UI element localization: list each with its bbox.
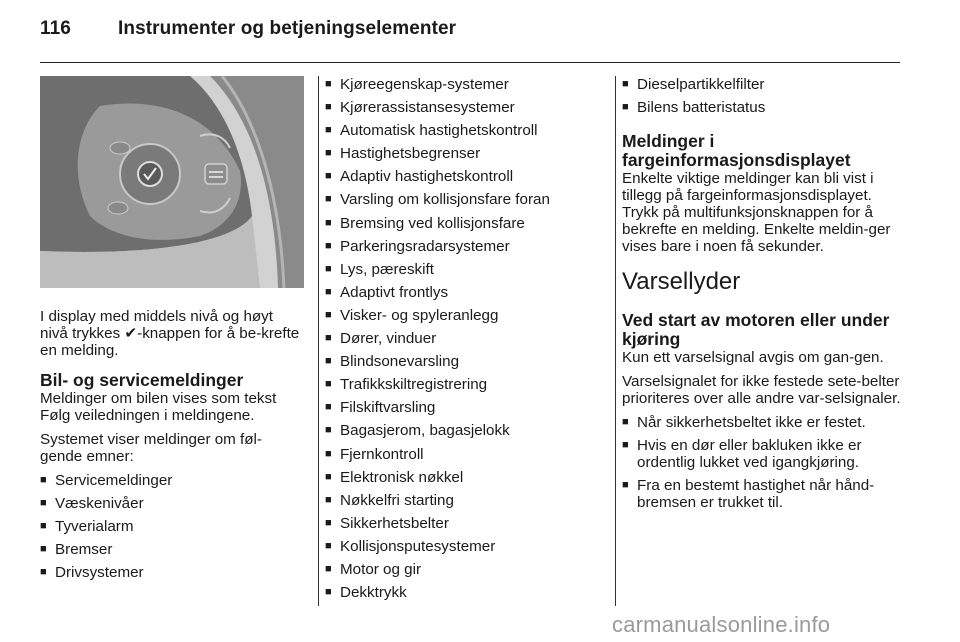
checkmark-icon: ✔ bbox=[124, 325, 138, 342]
list-item: ■ Kollisjonsputesystemer bbox=[325, 538, 587, 555]
header-rule bbox=[40, 62, 900, 63]
section-heading-engine-start: Ved start av motoren eller under kjøring bbox=[622, 310, 890, 350]
paragraph-color-display: Enkelte viktige meldinger kan bli vist i tillegg på fargeinformasjonsdisplayet. Trykk på multifunksjonsknappen for å bekrefte en melding. Enkelte meldin-ger vises bare i noen få sekunder. bbox=[622, 170, 891, 256]
list-item: ■ Motor og gir bbox=[325, 561, 587, 578]
list-item: ■ Hvis en dør eller bakluken ikke er ordentlig lukket ved igangkjøring. bbox=[622, 437, 904, 471]
list-item: ■ Automatisk hastighetskontroll bbox=[325, 122, 587, 139]
page-header bbox=[40, 18, 456, 40]
section-title-warning-chimes: Varsellyder bbox=[622, 268, 741, 296]
list-item: ■ Filskiftvarsling bbox=[325, 399, 587, 416]
page-title: Instrumenter og betjeningselementer bbox=[118, 18, 457, 39]
list-item: ■ Elektronisk nøkkel bbox=[325, 469, 587, 486]
list-item: ■ Visker- og spyleranlegg bbox=[325, 307, 587, 324]
list-item: ■ Servicemeldinger bbox=[40, 472, 304, 489]
section-heading-color-display: Meldinger i fargeinformasjonsdisplayet bbox=[622, 131, 851, 171]
paragraph-one-chime: Kun ett varselsignal avgis om gan-gen. bbox=[622, 349, 884, 367]
column-left bbox=[40, 76, 304, 587]
column-right bbox=[622, 76, 904, 517]
list-item: ■ Dieselpartikkelfilter bbox=[622, 76, 904, 93]
list-item: ■ Kjørerassistansesystemer bbox=[325, 99, 587, 116]
list-item: ■ Adaptivt frontlys bbox=[325, 284, 587, 301]
list-item: ■ Hastighetsbegrenser bbox=[325, 145, 587, 162]
page-number: 116 bbox=[40, 18, 71, 39]
list-item: ■ Tyverialarm bbox=[40, 518, 304, 535]
list-item: ■ Når sikkerhetsbeltet ikke er festet. bbox=[622, 414, 904, 431]
column-middle bbox=[325, 76, 587, 607]
list-item: ■ Bagasjerom, bagasjelokk bbox=[325, 422, 587, 439]
steering-wheel-icon bbox=[40, 76, 304, 288]
list-item: ■ Bremsing ved kollisjonsfare bbox=[325, 215, 587, 232]
list-item: ■ Drivsystemer bbox=[40, 564, 304, 581]
list-item: ■ Varsling om kollisjonsfare foran bbox=[325, 191, 587, 208]
list-item: ■ Trafikkskiltregistrering bbox=[325, 376, 587, 393]
list-item: ■ Dører, vinduer bbox=[325, 330, 587, 347]
list-item: ■ Bilens batteristatus bbox=[622, 99, 904, 116]
intro-paragraph: I display med middels nivå og høyt nivå trykkes ✔-knappen for å be-krefte en melding. bbox=[40, 308, 300, 359]
column-divider-2 bbox=[615, 76, 616, 606]
list-item: ■ Kjøreegenskap-systemer bbox=[325, 76, 587, 93]
list-item: ■ Dekktrykk bbox=[325, 584, 587, 601]
paragraph-vehicle-messages: Meldinger om bilen vises som tekst Følg veiledningen i meldingene. bbox=[40, 390, 277, 424]
chime-conditions-list bbox=[622, 414, 904, 511]
list-item: ■ Parkeringsradarsystemer bbox=[325, 238, 587, 255]
list-item: ■ Fjernkontroll bbox=[325, 446, 587, 463]
list-item: ■ Adaptiv hastighetskontroll bbox=[325, 168, 587, 185]
list-item: ■ Lys, pæreskift bbox=[325, 261, 587, 278]
watermark: carmanualsonline.info bbox=[612, 612, 831, 637]
list-item: ■ Blindsonevarsling bbox=[325, 353, 587, 370]
topics-list-3 bbox=[622, 76, 904, 116]
topics-list-2 bbox=[325, 76, 587, 601]
section-heading-vehicle-messages: Bil- og servicemeldinger bbox=[40, 370, 244, 390]
list-item: ■ Sikkerhetsbelter bbox=[325, 515, 587, 532]
column-divider-1 bbox=[318, 76, 319, 606]
list-item: ■ Væskenivåer bbox=[40, 495, 304, 512]
paragraph-topics: Systemet viser meldinger om føl-gende emner: bbox=[40, 431, 262, 465]
list-item: ■ Nøkkelfri starting bbox=[325, 492, 587, 509]
list-item: ■ Bremser bbox=[40, 541, 304, 558]
topics-list-1 bbox=[40, 472, 304, 581]
steering-wheel-illustration bbox=[40, 76, 304, 288]
list-item: ■ Fra en bestemt hastighet når hånd-bremsen er trukket til. bbox=[622, 477, 904, 511]
paragraph-seatbelt-priority: Varselsignalet for ikke festede sete-belter prioriteres over alle andre var-selsignaler. bbox=[622, 373, 901, 408]
